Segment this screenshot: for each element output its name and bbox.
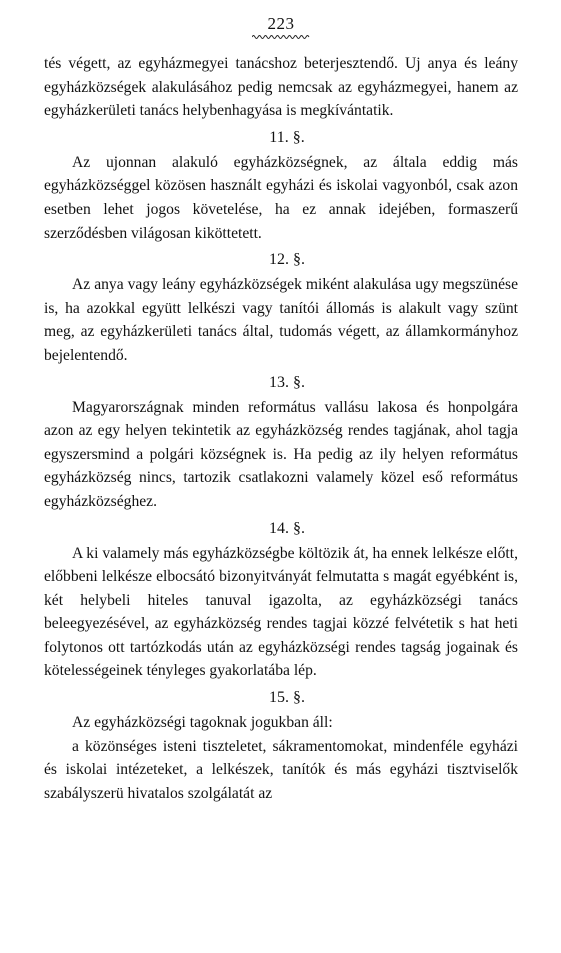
page-header (44, 12, 518, 52)
document-page (44, 12, 518, 805)
section-heading-13: 13. §. (269, 373, 305, 391)
paragraph-intro: tés végett, az egyházmegyei tanácshoz beterjesztendő. Uj anya és leány egyházközségek alakulásához pedig nemcsak az egyházmegyei, hanem az egyházkerületi tanács helybenhagyása is megkívántatik. (44, 55, 518, 120)
paragraph-section-14: A ki valamely más egyházközségbe költözik át, ha ennek lelkésze előtt, előbbeni lelkésze elbocsátó bizonyitványát felmutatta s magát egyébként is, két helybeli hiteles tanuval igazolta, az egyházközségi tanács beleegyezésével, az egyházközség rendes tagjai közzé felvétetik s hat heti folytonos ott tartózkodás után az egyházközségi rendes tagság jogainak és kötelességeinek tényleges gyakorlatába lép. (44, 544, 518, 680)
paragraph-section-11: Az ujonnan alakuló egyházközségnek, az általa eddig más egyházközséggel közösen használt egyházi és iskolai vagyonból, csak azon esetben lehet jogos követelése, ha ez annak idejében, formaszerű szerződésben világosan kiköttetett. (44, 153, 518, 242)
section-heading-15: 15. §. (269, 689, 305, 707)
paragraph-section-15-intro: Az egyházközségi tagoknak jogukban áll: (72, 714, 333, 732)
section-heading-11: 11. §. (269, 128, 305, 146)
paragraph-section-15-list: a közönséges isteni tiszteletet, sákramentomokat, mindenféle egyházi és iskolai intézeteket, a lelkészek, tanítók és más egyházi tisztviselők szabályszerü hivatalos szolgálatát az (44, 737, 518, 802)
section-heading-14: 14. §. (269, 519, 305, 537)
wavy-rule-ornament-icon (252, 34, 310, 40)
page-number: 223 (267, 14, 295, 33)
paragraph-section-13: Magyarországnak minden református vallásu lakosa és honpolgára azon az egy helyen tekintetik az egyházközség rendes tagjának, ahol tagja egyszersmind a polgári községnek is. Ha pedig az ily helyen református egyházközség nincs, tartozik csatlakozni valamely közel eső református egyházközséghez. (44, 398, 518, 510)
section-heading-12: 12. §. (269, 251, 305, 269)
paragraph-section-12: Az anya vagy leány egyházközségek miként alakulása ugy megszünése is, ha azokkal együtt lelkészi vagy tanítói állomás is alakult vagy szünt meg, az egyházkerületi tanács által, tudomás végett, az államkormányhoz bejelentendő. (44, 276, 518, 364)
